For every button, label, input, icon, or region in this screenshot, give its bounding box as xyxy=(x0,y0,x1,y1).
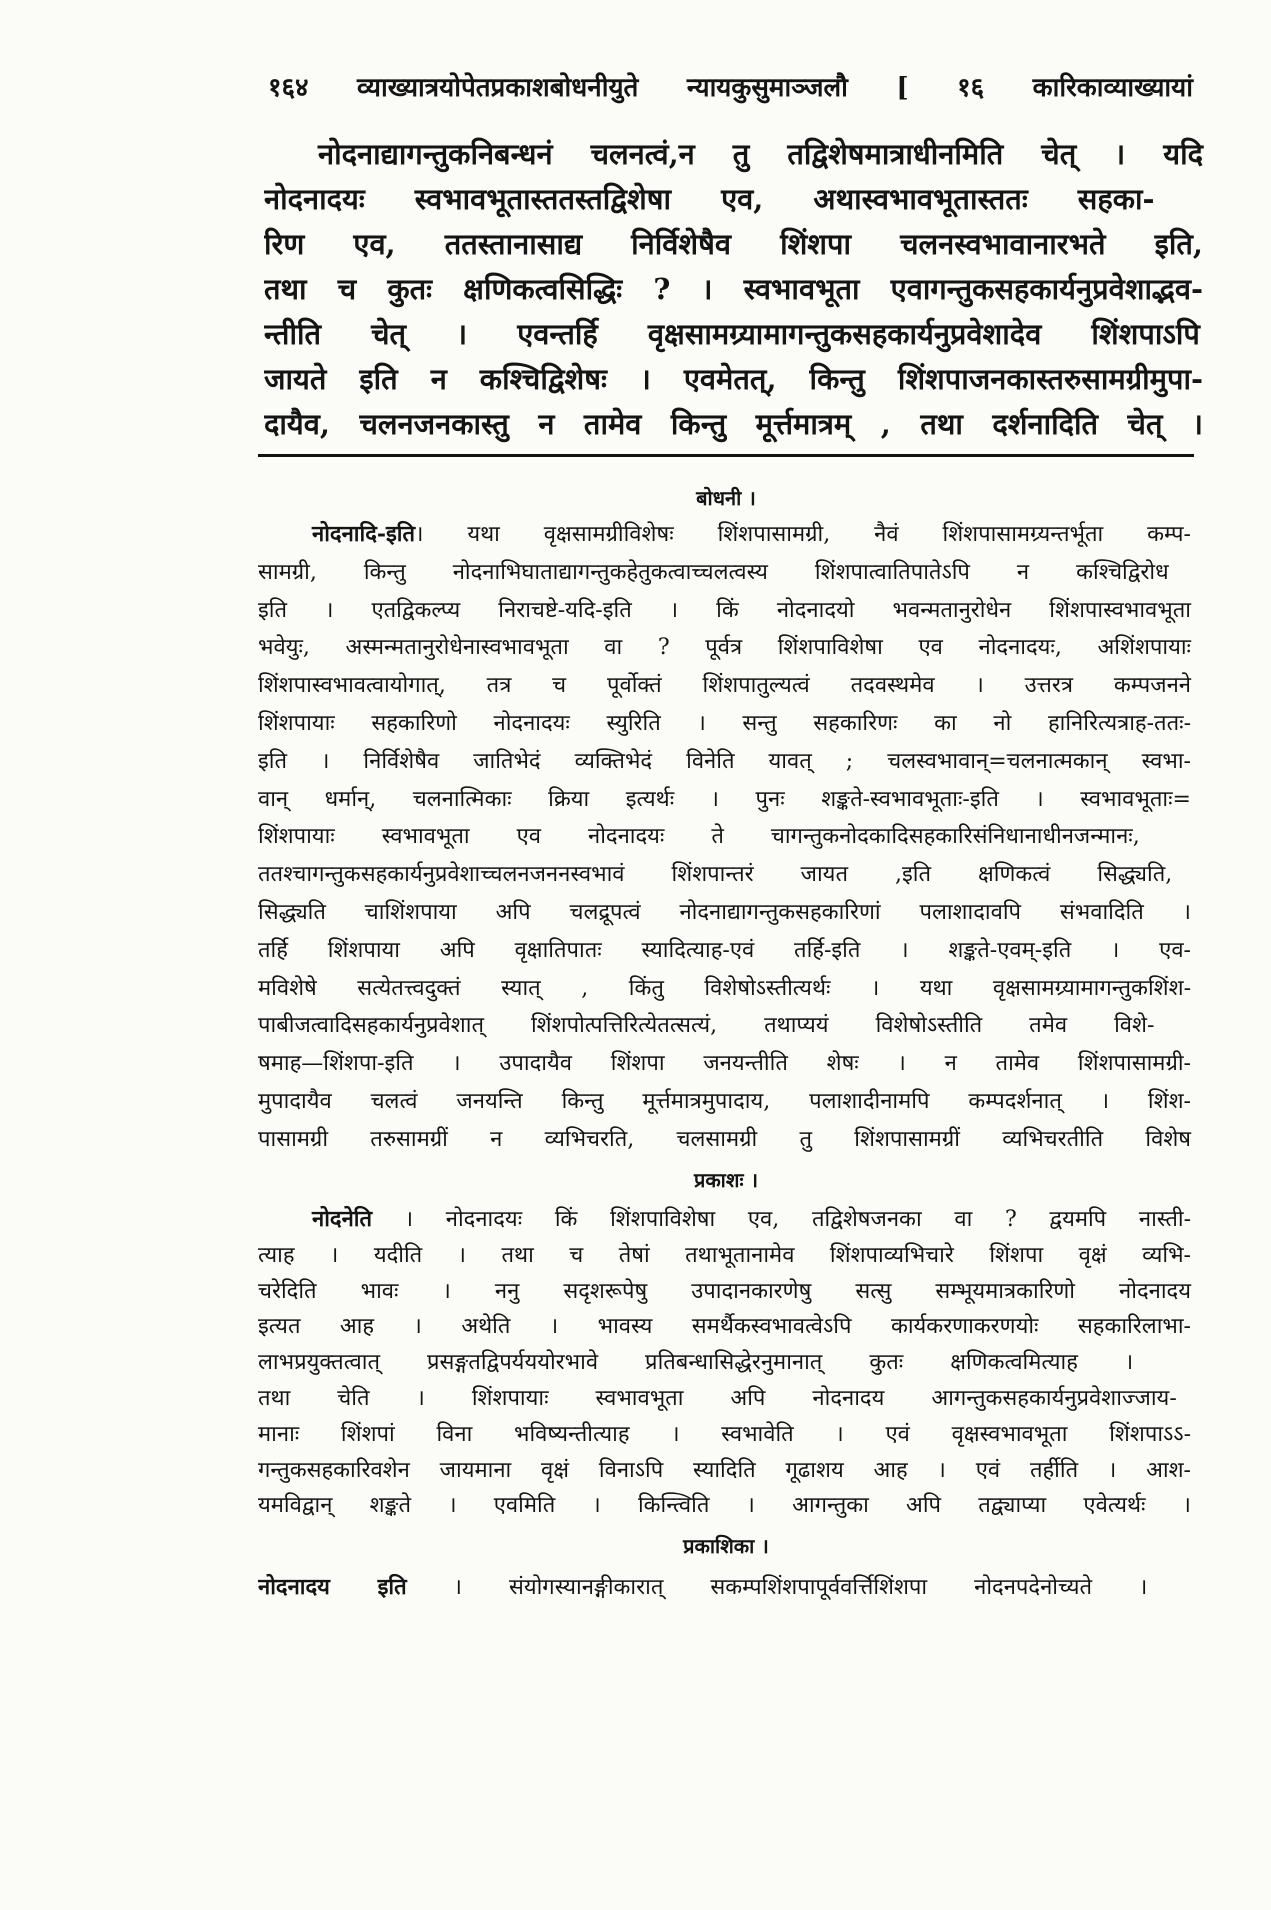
bodhani-line xyxy=(258,516,1192,554)
main-text-line-text: रिण एव, ततस्तानासाद्य निर्विशेषैव शिंशपा चलनस्वभावानारभते इति, xyxy=(264,227,1203,261)
main-text-line xyxy=(264,267,1204,312)
bodhani-line-text xyxy=(312,522,1191,547)
bodhani-line xyxy=(258,970,1192,1008)
prakasha-line-rest: । नोदनादयः किं शिंशपाविशेषा एव, तद्विशेषजनका वा ? द्वयमपि नास्ती- xyxy=(404,1207,1191,1232)
prakasha-lemma: नोदनेति xyxy=(312,1206,373,1232)
prakasha-line-text xyxy=(312,1207,1191,1232)
bodhani-line xyxy=(258,894,1192,932)
bodhani-heading: बोधनी । xyxy=(696,486,756,510)
main-text-line xyxy=(264,357,1204,402)
running-title: व्याख्यात्रयोपेतप्रकाशबोधनीयुते न्यायकुसुमाञ्जलौ xyxy=(357,73,848,103)
running-header xyxy=(268,70,1194,106)
prakashika-lemma: नोदनादय इति xyxy=(258,1574,407,1600)
bodhani-line xyxy=(258,554,1192,592)
bodhani-line xyxy=(258,818,1192,856)
prakasha-line xyxy=(258,1309,1192,1345)
main-text-line-text: तथा च कुतः क्षणिकत्वसिद्धिः ? । स्वभावभूता एवागन्तुकसहकार्यनुप्रवेशाद्भव- xyxy=(264,272,1203,306)
bodhani-line-text: मुपादायैव चलत्वं जनयन्ति किन्तु मूर्त्तमात्रमुपादाय, पलाशादीनामपि कम्पदर्शनात् । शिंश- xyxy=(258,1088,1191,1114)
bodhani-line xyxy=(258,667,1192,705)
bodhani-line-text: वान् धर्मान्, चलनात्मिकाः क्रिया इत्यर्थः । पुनः शङ्कते-स्वभावभूताः-इति । स्वभावभूताः= xyxy=(258,786,1191,812)
bodhani-line-text: मविशेषे सत्येतत्त्वदुक्तं स्यात् , किंतु विशेषोऽस्तीत्यर्थः । यथा वृक्षसामग्र्यामागन्तुकशिंश- xyxy=(258,975,1191,1001)
prakasha-line xyxy=(258,1417,1192,1453)
prakashika-line-text xyxy=(258,1575,1147,1600)
prakashika-commentary xyxy=(258,1568,1192,1606)
bodhani-line-text: षमाह—शिंशपा-इति । उपादायैव शिंशपा जनयन्तीति शेषः । न तामेव शिंशपासामग्री- xyxy=(258,1051,1191,1077)
prakasha-line-text: मानाः शिंशपां विना भविष्यन्तीत्याह । स्वभावेति । एवं वृक्षस्वभावभूता शिंशपाऽऽ- xyxy=(258,1421,1191,1447)
page-number: १६४ xyxy=(268,73,309,103)
prakasha-line xyxy=(258,1238,1192,1274)
bodhani-line-text: तर्हि शिंशपाया अपि वृक्षातिपातः स्यादित्याह-एवं तर्हि-इति । शङ्कते-एवम्-इति । एव- xyxy=(258,937,1191,963)
bodhani-line xyxy=(258,1007,1192,1045)
bodhani-line xyxy=(258,856,1192,894)
main-text-line xyxy=(264,312,1204,357)
main-text-line xyxy=(264,132,1204,177)
main-text xyxy=(264,132,1204,447)
bodhani-line-text: सामग्री, किन्तु नोदनाभिघाताद्यागन्तुकहेतुकत्वाच्चलत्वस्य शिंशपात्वातिपातेऽपि न कश्चिद्विरोध xyxy=(258,559,1169,585)
prakasha-line xyxy=(258,1345,1192,1381)
section-label: [ १६ कारिकाव्याख्यायां xyxy=(896,73,1193,103)
main-text-line-text: नोदनादयः स्वभावभूतास्ततस्तद्विशेषा एव, अथास्वभावभूतास्ततः सहका- xyxy=(264,182,1155,216)
bodhani-line-rest: । यथा वृक्षसामग्रीविशेषः शिंशपासामग्री, नैवं शिंशपासामग्र्यन्तर्भूता कम्प- xyxy=(415,522,1191,547)
prakasha-line xyxy=(258,1202,1192,1238)
main-text-line xyxy=(264,222,1204,267)
bodhani-line-text: शिंशपास्वभावत्वायोगात्, तत्र च पूर्वोक्तं शिंशपातुल्यत्वं तदवस्थमेव । उत्तरत्र कम्पजनने xyxy=(258,673,1191,699)
prakasha-line-text: तथा चेति । शिंशपायाः स्वभावभूता अपि नोदनादय आगन्तुकसहकार्यनुप्रवेशाज्जाय- xyxy=(258,1385,1177,1411)
bodhani-line-text: पासामग्री तरुसामग्रीं न व्यभिचरति, चलसामग्री तु शिंशपासामग्रीं व्यभिचरतीति विशेष xyxy=(258,1126,1191,1152)
bodhani-line xyxy=(258,1121,1192,1159)
bodhani-line xyxy=(258,743,1192,781)
bodhani-line xyxy=(258,932,1192,970)
bodhani-line xyxy=(258,1083,1192,1121)
main-text-line-text: न्तीति चेत् । एवन्तर्हि वृक्षसामग्र्यामागन्तुकसहकार्यनुप्रवेशादेव शिंशपाऽपि xyxy=(264,317,1200,351)
prakasha-line-text: लाभप्रयुक्तत्वात् प्रसङ्गतद्विपर्यययोरभावे प्रतिबन्धासिद्धेरनुमानात् कुतः क्षणिकत्वमित्याह । xyxy=(258,1350,1134,1376)
bodhani-line-text: शिंशपायाः सहकारिणो नोदनादयः स्युरिति । सन्तु सहकारिणः का नो हानिरित्यत्राह-ततः- xyxy=(258,710,1191,736)
prakasha-line-text: गन्तुकसहकारिवशेन जायमाना वृक्षं विनाऽपि स्यादिति गूढाशय आह । एवं तर्हीति । आश- xyxy=(258,1457,1191,1483)
main-text-line xyxy=(264,402,1204,447)
bodhani-line-text: सिद्ध्यति चाशिंशपाया अपि चलद्रूपत्वं नोदनाद्यागन्तुकसहकारिणां पलाशादावपि संभवादिति । xyxy=(258,899,1191,925)
main-text-line-text: दायैव, चलनजनकास्तु न तामेव किन्तु मूर्त्तमात्रम् , तथा दर्शनादिति चेत् । xyxy=(264,407,1203,441)
prakasha-line xyxy=(258,1453,1192,1489)
prakashika-line xyxy=(258,1568,1192,1606)
bodhani-line xyxy=(258,592,1192,630)
bodhani-line-text: पाबीजत्वादिसहकार्यनुप्रवेशात् शिंशपोत्पत्तिरित्येतत्सत्यं, तथाप्ययं विशेषोऽस्तीति तमेव विशे- xyxy=(258,1013,1155,1039)
prakasha-line-text: यमविद्वान् शङ्कते । एवमिति । किन्त्विति । आगन्तुका अपि तद्व्याप्या एवेत्यर्थः । xyxy=(258,1493,1191,1519)
bodhani-line-text: भवेयुः, अस्मन्मतानुरोधेनास्वभावभूता वा ? पूर्वत्र शिंशपाविशेषा एव नोदनादयः, अशिंशपायाः xyxy=(258,635,1191,661)
prakasha-line-text: चरेदिति भावः । ननु सदृशरूपेषु उपादानकारणेषु सत्सु सम्भूयमात्रकारिणो नोदनादय xyxy=(258,1278,1191,1304)
bodhani-line-text: शिंशपायाः स्वभावभूता एव नोदनादयः ते चागन्तुकनोदकादिसहकारिसंनिधानाधीनजन्मानः, xyxy=(258,824,1140,850)
prakasha-line xyxy=(258,1381,1192,1417)
section-divider xyxy=(258,454,1194,457)
prakashika-line-rest: । संयोगस्यानङ्गीकारात् सकम्पशिंशपापूर्ववर्त्तिशिंशपा नोदनपदेनोच्यते । xyxy=(453,1575,1148,1600)
header-line-text xyxy=(268,73,1193,103)
prakasha-line xyxy=(258,1488,1192,1524)
bodhani-line-text: इति । एतद्विकल्प्य निराचष्टे-यदि-इति । किं नोदनादयो भवन्मतानुरोधेन शिंशपास्वभावभूता xyxy=(258,597,1191,623)
prakasha-heading: प्रकाशः । xyxy=(693,1168,759,1192)
prakasha-line-text: त्याह । यदीति । तथा च तेषां तथाभूतानामेव शिंशपाव्यभिचारे शिंशपा वृक्षं व्यभि- xyxy=(258,1242,1191,1268)
main-text-line-text: जायते इति न कश्चिद्विशेषः । एवमेतत्, किन्तु शिंशपाजनकास्तरुसामग्रीमुपा- xyxy=(264,362,1203,396)
prakashika-heading: प्रकाशिका । xyxy=(683,1534,769,1558)
main-text-line xyxy=(264,177,1204,222)
main-text-line-text: नोदनाद्यागन्तुकनिबन्धनं चलनत्वं,न तु तद्विशेषमात्राधीनमिति चेत् । यदि xyxy=(318,137,1203,171)
prakasha-line-text: इत्यत आह । अथेति । भावस्य समर्थैकस्वभावत्वेऽपि कार्यकरणाकरणयोः सहकारिलाभा- xyxy=(258,1314,1191,1340)
prakasha-line xyxy=(258,1274,1192,1310)
bodhani-line-text: इति । निर्विशेषैव जातिभेदं व्यक्तिभेदं विनेति यावत् ; चलस्वभावान्=चलनात्मकान् स्वभा- xyxy=(258,748,1191,774)
bodhani-line xyxy=(258,781,1192,819)
prakasha-commentary xyxy=(258,1202,1192,1524)
header-line xyxy=(268,70,1194,106)
bodhani-commentary xyxy=(258,516,1192,1159)
bodhani-line xyxy=(258,705,1192,743)
bodhani-line xyxy=(258,1045,1192,1083)
bodhani-line-text: ततश्चागन्तुकसहकार्यनुप्रवेशाच्चलनजननस्वभावं शिंशपान्तरं जायत ,इति क्षणिकत्वं सिद्ध्यति, xyxy=(258,862,1173,888)
bodhani-lemma: नोदनादि-इति xyxy=(312,521,416,547)
bodhani-line xyxy=(258,629,1192,667)
